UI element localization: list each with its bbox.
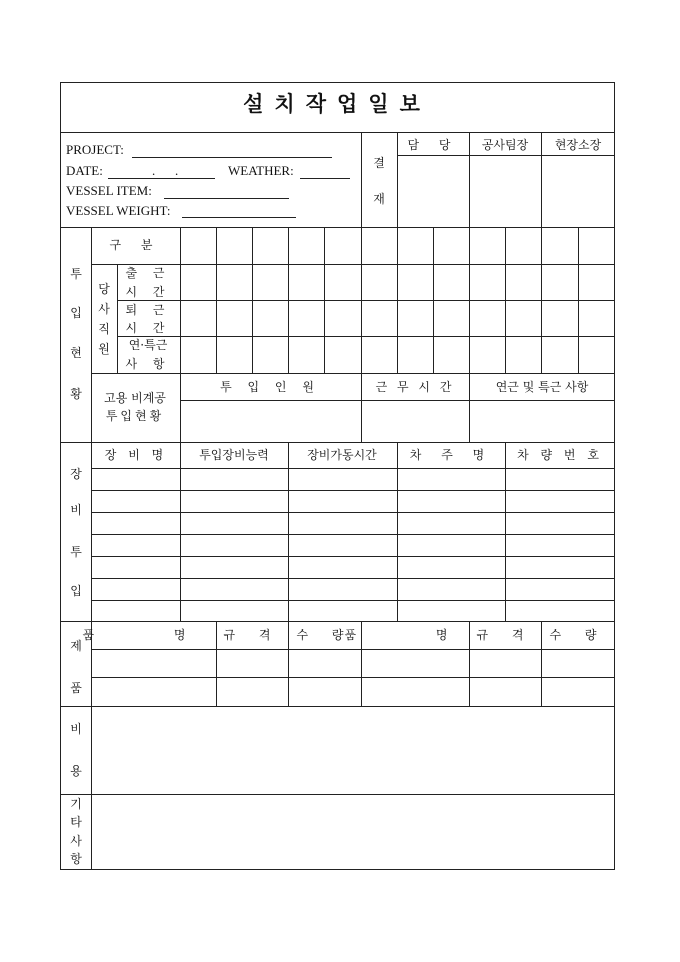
- row-leave-time: 시 간: [125, 321, 171, 335]
- etc-section-label: 기: [70, 797, 82, 811]
- company-staff-label: 원: [98, 342, 110, 356]
- header-equipment-capacity: 투입장비능력: [199, 448, 269, 462]
- equipment-section-label: 입: [70, 584, 82, 598]
- header-product-name: 품 명: [344, 628, 486, 642]
- cost-section-label: 비: [70, 722, 82, 736]
- daily-worker-label: 고용 비계공: [104, 391, 166, 405]
- form-title: 설치작업일보: [243, 91, 431, 116]
- header-operating-hours: 장비가동시간: [307, 448, 377, 462]
- approval-label-bottom: 재: [373, 192, 385, 206]
- etc-notes-field[interactable]: [92, 795, 614, 869]
- etc-section-label: 타: [70, 815, 82, 829]
- equipment-section-label: 비: [70, 503, 82, 517]
- input-section-label: 투: [70, 267, 82, 281]
- row-arrival-time: 시 간: [125, 285, 171, 299]
- header-owner-name: 차 주 명: [409, 448, 493, 462]
- header-work-hours: 근 무 시 간: [375, 380, 455, 394]
- company-staff-label: 직: [98, 322, 110, 336]
- header-quantity: 수 량: [549, 628, 607, 642]
- vessel-weight-label: VESSEL WEIGHT:: [66, 203, 171, 218]
- project-field[interactable]: [132, 157, 332, 158]
- weather-label: WEATHER:: [228, 163, 294, 178]
- approval-col-site-head: 현장소장: [554, 138, 602, 152]
- header-product-name: 품 명: [82, 628, 224, 642]
- vessel-weight-field[interactable]: [182, 217, 296, 218]
- daily-worker-label: 투입현황: [105, 409, 165, 423]
- category-label: 구 분: [109, 238, 161, 252]
- header-vehicle-number: 차 량 번 호: [517, 448, 603, 462]
- vessel-item-field[interactable]: [164, 198, 289, 199]
- etc-section-label: 항: [70, 852, 82, 866]
- date-field[interactable]: [108, 178, 215, 179]
- signature-box-manager[interactable]: [398, 156, 468, 226]
- signature-box-team-lead[interactable]: [470, 156, 540, 226]
- row-overtime-notes: 사 항: [125, 357, 171, 371]
- input-section-label: 현: [70, 346, 82, 360]
- header-overtime: 연근 및 특근 사항: [495, 380, 589, 394]
- date-separator: .: [175, 163, 179, 178]
- header-spec: 규 격: [223, 628, 281, 642]
- approval-col-team-lead: 공사팀장: [481, 138, 529, 152]
- equipment-section-label: 투: [70, 545, 82, 559]
- products-section-label: 품: [70, 681, 82, 695]
- row-overtime-notes: 연·특근: [128, 338, 168, 352]
- cost-field[interactable]: [92, 707, 614, 793]
- header-headcount: 투 입 인 원: [220, 380, 320, 394]
- date-label: DATE:: [66, 163, 103, 178]
- cost-section-label: 용: [70, 764, 82, 778]
- project-label: PROJECT:: [66, 142, 124, 157]
- date-separator: .: [152, 163, 156, 178]
- approval-col-manager: 담 당: [407, 138, 459, 152]
- input-section-label: 황: [70, 387, 82, 401]
- approval-label-top: 결: [373, 156, 385, 170]
- header-equipment-name: 장 비 명: [104, 448, 168, 462]
- etc-section-label: 사: [70, 834, 82, 848]
- company-staff-label: 사: [98, 302, 110, 316]
- weather-field[interactable]: [300, 178, 350, 179]
- equipment-section-label: 장: [70, 467, 82, 481]
- header-quantity: 수 량: [296, 628, 354, 642]
- company-staff-label: 당: [98, 282, 110, 296]
- header-spec: 규 격: [476, 628, 534, 642]
- row-arrival-time: 출 근: [125, 266, 171, 280]
- signature-box-site-head[interactable]: [542, 156, 614, 226]
- vessel-item-label: VESSEL ITEM:: [66, 183, 152, 198]
- input-section-label: 입: [70, 306, 82, 320]
- products-section-label: 제: [70, 639, 82, 653]
- row-leave-time: 퇴 근: [125, 303, 171, 317]
